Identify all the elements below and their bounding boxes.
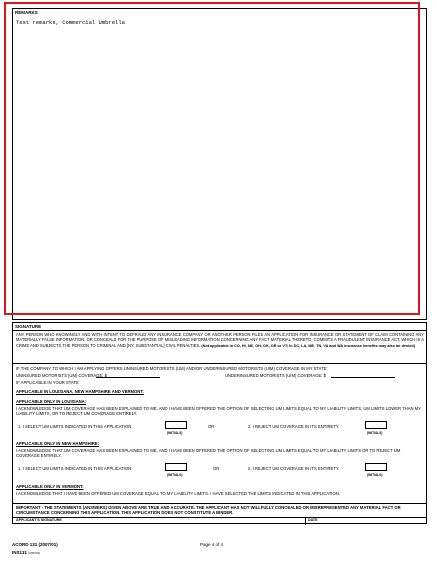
if-applicable-label: IF APPLICABLE IN YOUR STATE [16,380,79,385]
la-opt2-initials-box[interactable] [365,421,387,429]
form-page [12,8,427,548]
page-number: Page 4 of 4 [200,542,224,547]
ins-date: (200701) [28,551,41,555]
uim-coverage-field[interactable] [331,377,395,378]
nh-opt2-initials-box[interactable] [365,463,387,471]
divider [13,363,426,364]
la-opt1: 1. I SELECT UM LIMITS INDICATED IN THIS APPLICATION. [18,424,133,429]
signature-title: SIGNATURE [15,324,42,329]
or-label: OR [208,424,215,429]
or-label: OR [213,466,220,471]
vt-heading: APPLICABLE ONLY IN VERMONT: [16,484,84,489]
um-intro: IF THE COMPANY TO WHICH I AM APPLYING OFFERS UNINSURED MOTORISTS (UM) AND/OR UNDERINSURED MOTORISTS (UIM) COVERAGE IN MY STATE: [16,366,328,371]
nh-opt1-initials-box[interactable] [165,463,187,471]
nh-heading: APPLICABLE ONLY IN NEW HAMPSHIRE: [16,441,100,446]
fraud-note: (Not applicable in CO, HI, NE, OH, OK, OR or VT; in DC, LA, ME, TN, VA and WA insurance benefits may also be denied) [201,343,415,348]
um-coverage-field[interactable] [96,377,160,378]
applicant-signature-label: APPLICANT'S SIGNATURE [16,518,62,522]
divider [13,330,426,331]
uim-coverage-label: UNDERINSURED MOTORISTS (UIM) COVERAGE: $ [225,373,326,378]
important-statement: IMPORTANT - THE STATEMENTS (ANSWERS) GIVEN ABOVE ARE TRUE AND ACCURATE. THE APPLICANT HAS NOT WILLFULLY CONCEALED OR MISREPRESENTED ANY MATERIAL FACT OR CIRCUMSTANCE CONCERNING THIS APPLICATION. THIS APPLICATION DOES NOT CONSTITUTE A BINDER. [16,505,401,516]
la-opt2: 2. I REJECT UM COVERAGE IN ITS ENTIRETY. [248,424,340,429]
ins-code: INS131 [12,550,28,555]
signature-section [12,322,427,524]
fraud-warning [16,332,424,349]
date-label: DATE [308,518,318,522]
remarks-section [12,8,427,320]
initials-label: (INITIALS) [367,431,383,435]
la-heading: APPLICABLE ONLY IN LOUISIANA: [16,399,87,404]
ins-id [12,550,40,555]
initials-label: (INITIALS) [167,473,183,477]
nh-ack: I ACKNOWLEDGE THAT UM COVERAGE HAS BEEN EXPLAINED TO ME, AND I HAVE BEEN OFFERED THE OPTION OF SELECTING UM LIMITS EQUAL TO MY LIABILITY LIMITS OR TO REJECT UM COVERAGE ENTIRELY. [16,448,401,459]
nh-opt2: 2. I REJECT UM COVERAGE IN ITS ENTIRETY. [248,466,340,471]
divider [305,517,306,525]
initials-label: (INITIALS) [367,473,383,477]
la-ack: I ACKNOWLEDGE THAT UM COVERAGE HAS BEEN EXPLAINED TO ME, AND I HAVE BEEN OFFERED THE OPTION OF SELECTING UM LIMITS EQUAL TO MY LIABILITY LIMITS, UM LIMITS LOWER THAN MY LIABILITY LIMITS, OR TO REJECT UM COVERAGE ENTIRELY. [16,406,421,417]
remarks-label: REMARKS [15,10,38,15]
vt-ack: I ACKNOWLEDGE THAT I HAVE BEEN OFFERED UM COVERAGE EQUAL TO MY LIABILITY LIMITS. I HAVE SELECTED THE LIMITS INDICATED IN THIS APPLICATION. [16,491,340,496]
la-opt1-initials-box[interactable] [165,421,187,429]
divider [13,517,426,518]
nh-opt1: 1. I SELECT UM LIMITS INDICATED IN THIS APPLICATION. [18,466,133,471]
remarks-text[interactable]: Test remarks, Commercial Umbrella [16,19,125,26]
fraud-text: ANY PERSON WHO KNOWINGLY AND WITH INTENT TO DEFRAUD ANY INSURANCE COMPANY OR ANOTHER PERSON FILES AN APPLICATION FOR INSURANCE OR STATEMENT OF CLAIM CONTAINING ANY MATERIALLY FALSE INFORMATION, OR CONCEALS FOR THE PURPOSE OF MISLEADING INFORMATION CONCERNING ANY FACT MATERIAL THERETO, COMMITS A FRAUDULENT INSURANCE ACT, WHICH IS A CRIME AND SUBJECTS THE PERSON TO CRIMINAL AND [NY: SUBSTANTIAL] CIVIL PENALTIES. [16,332,424,348]
form-id: ACORD 131 (2007/01) [12,542,58,547]
initials-label: (INITIALS) [167,431,183,435]
divider [13,503,426,504]
um-coverage-label: UNINSURED MOTORISTS (UM) COVERAGE: $ [16,373,107,378]
la-nh-vt-heading: APPLICABLE IN LOUISIANA, NEW HAMPSHIRE AND VERMONT: [16,389,144,394]
